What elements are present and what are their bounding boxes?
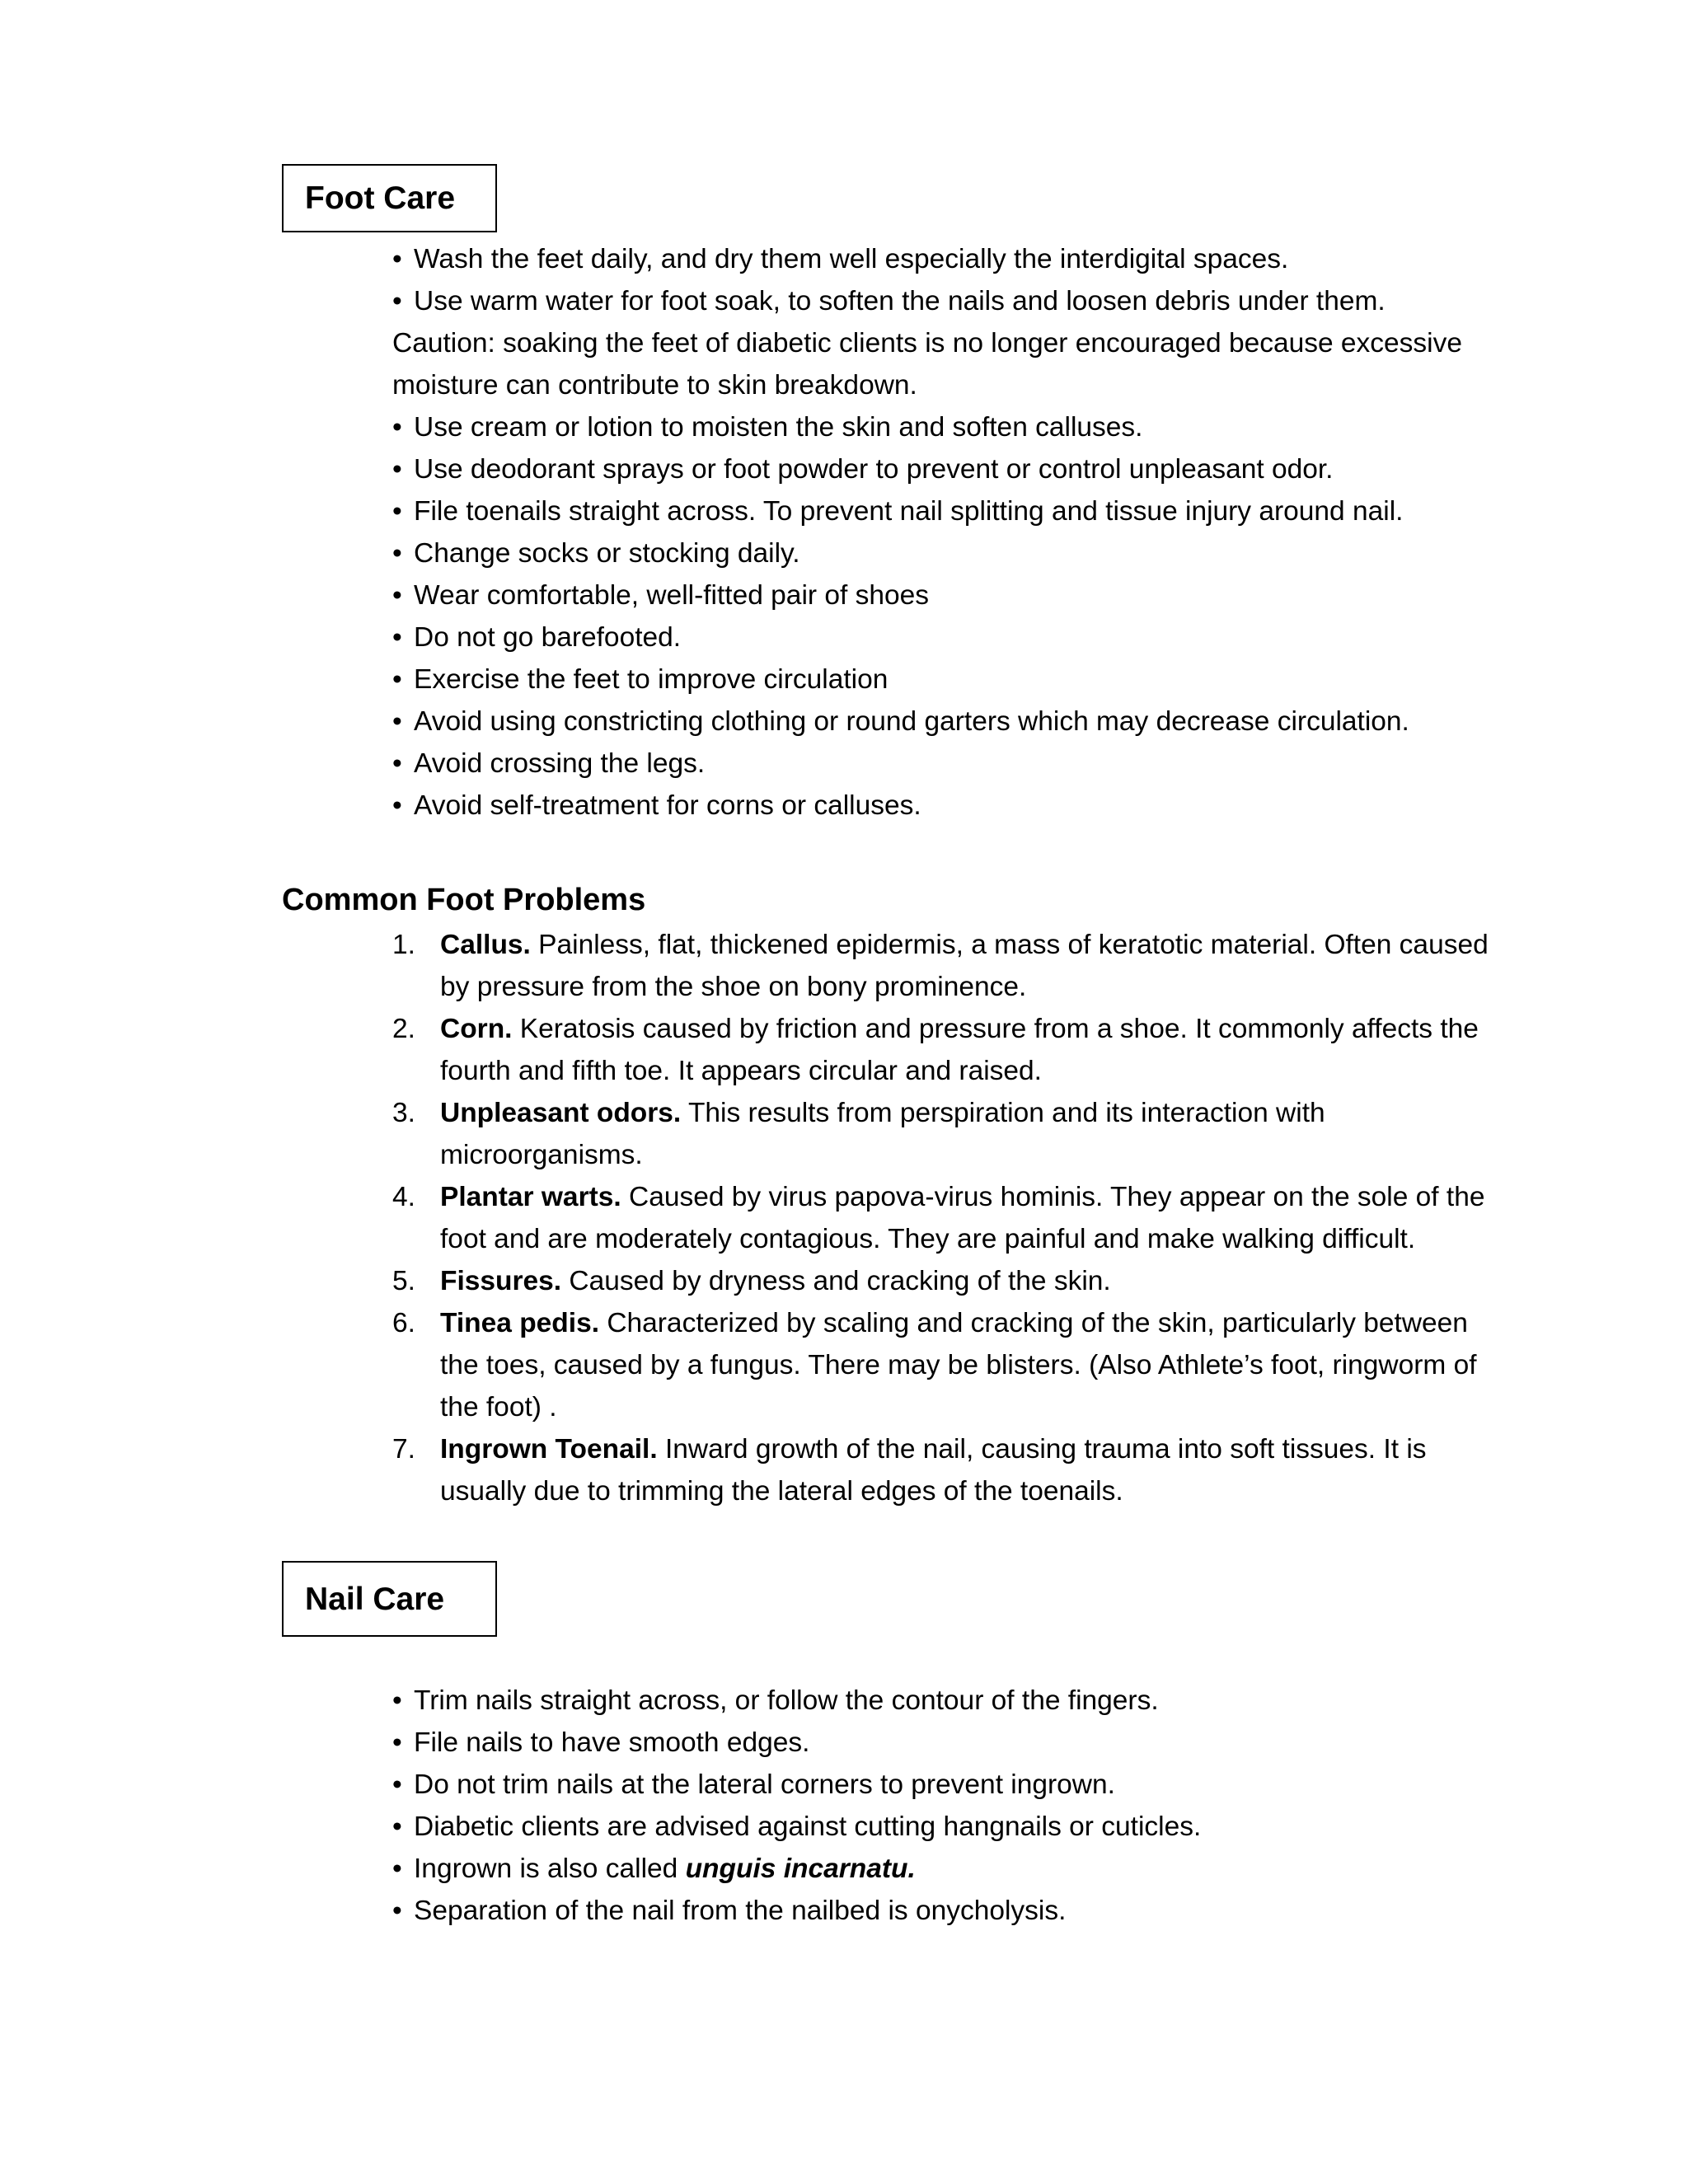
bullet-icon: •	[392, 706, 402, 737]
list-item: 5. Fissures. Caused by dryness and cracking of the skin.	[392, 1266, 1111, 1296]
bullet-icon: •	[392, 496, 402, 527]
bullet-icon: •	[392, 664, 402, 695]
nail-care-heading-text: Nail Care	[305, 1581, 445, 1617]
foot-care-heading	[282, 164, 497, 232]
bullet-icon: •	[392, 1727, 402, 1758]
bullet-icon: •	[392, 622, 402, 653]
list-item: • Do not go barefooted.	[392, 616, 1497, 658]
nail-care-list	[392, 1680, 1497, 1932]
bullet-icon: •	[392, 748, 402, 779]
list-item: • Wash the feet daily, and dry them well especially the interdigital spaces.	[392, 238, 1497, 280]
bullet-icon: •	[392, 790, 402, 821]
list-item: • Ingrown is also called unguis incarnatu.	[392, 1848, 1497, 1890]
list-item: • Trim nails straight across, or follow the contour of the fingers.	[392, 1680, 1497, 1722]
bullet-icon: •	[392, 1769, 402, 1800]
bullet-icon: •	[392, 412, 402, 443]
list-item: • Use cream or lotion to moisten the skin and soften calluses.	[392, 406, 1497, 448]
bullet-icon: •	[392, 244, 402, 274]
bullet-icon: •	[392, 1854, 402, 1884]
nail-care-heading	[282, 1561, 497, 1637]
list-item: 4. Plantar warts. Caused by virus papova-virus hominis. They appear on the sole of the foot and are moderately contagious. They are painful and make walking difficult.	[392, 1182, 1485, 1254]
bullet-icon: •	[392, 1896, 402, 1926]
bullet-icon: •	[392, 538, 402, 569]
bullet-icon: •	[392, 1811, 402, 1842]
list-item: • Wear comfortable, well-fitted pair of shoes	[392, 574, 1497, 616]
common-foot-problems-list	[392, 924, 1489, 1512]
latin-term: unguis incarnatu.	[685, 1854, 916, 1884]
list-item: • Separation of the nail from the nailbed is onycholysis.	[392, 1890, 1497, 1932]
list-item: • Avoid crossing the legs.	[392, 743, 1497, 785]
bullet-icon: •	[392, 286, 402, 316]
caution-note: Caution: soaking the feet of diabetic clients is no longer encouraged because excessive moisture can contribute to skin breakdown.	[392, 328, 1463, 401]
foot-care-heading-text: Foot Care	[305, 180, 456, 216]
foot-care-list	[392, 238, 1497, 827]
bullet-icon: •	[392, 580, 402, 611]
list-item: 1. Callus. Painless, flat, thickened epidermis, a mass of keratotic material. Often caused by pressure from the shoe on bony prominence.	[392, 930, 1489, 1002]
bullet-icon: •	[392, 1685, 402, 1716]
list-item: • Use warm water for foot soak, to soften the nails and loosen debris under them.	[392, 280, 1497, 322]
list-item: • Avoid self-treatment for corns or calluses.	[392, 785, 1497, 827]
list-item: • Change socks or stocking daily.	[392, 532, 1497, 574]
bullet-icon: •	[392, 454, 402, 485]
list-item: • Avoid using constricting clothing or round garters which may decrease circulation.	[392, 701, 1497, 743]
list-item: • File nails to have smooth edges.	[392, 1722, 1497, 1764]
list-item: • Use deodorant sprays or foot powder to prevent or control unpleasant odor.	[392, 448, 1497, 490]
list-item: 3. Unpleasant odors. This results from perspiration and its interaction with microorganisms.	[392, 1098, 1325, 1170]
list-item: • Exercise the feet to improve circulation	[392, 658, 1497, 701]
list-item: • Do not trim nails at the lateral corners to prevent ingrown.	[392, 1764, 1497, 1806]
list-item: • Diabetic clients are advised against cutting hangnails or cuticles.	[392, 1806, 1497, 1848]
list-item: 7. Ingrown Toenail. Inward growth of the nail, causing trauma into soft tissues. It is usually due to trimming the lateral edges of the toenails.	[392, 1434, 1427, 1507]
common-foot-problems-heading: Common Foot Problems	[282, 883, 646, 917]
list-item: 6. Tinea pedis. Characterized by scaling and cracking of the skin, particularly between the toes, caused by a fungus. There may be blisters. (Also Athlete’s foot, ringworm of the foot) .	[392, 1308, 1477, 1422]
list-item: • File toenails straight across. To prevent nail splitting and tissue injury around nail.	[392, 490, 1497, 532]
list-item: 2. Corn. Keratosis caused by friction and pressure from a shoe. It commonly affects the fourth and fifth toe. It appears circular and raised.	[392, 1014, 1479, 1086]
